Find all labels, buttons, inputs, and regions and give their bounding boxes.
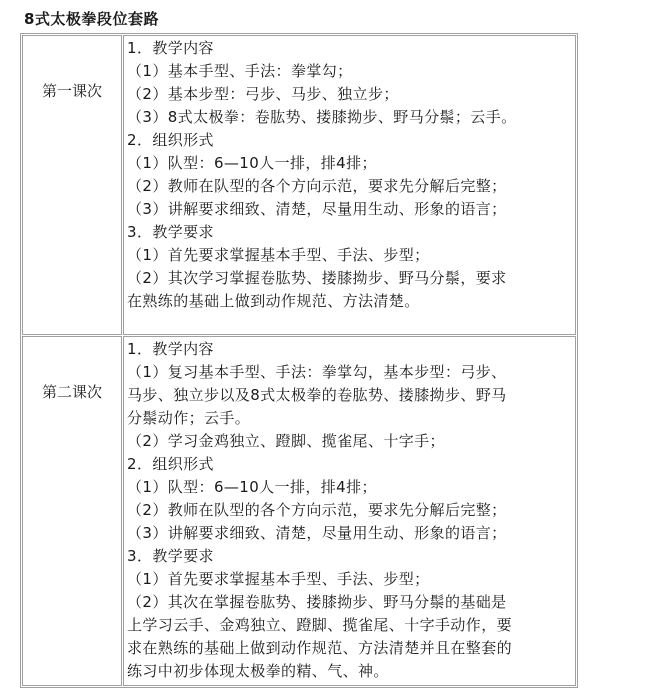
content-line: （1）首先要求掌握基本手型、手法、步型； [127, 246, 430, 264]
content-line: （1）队型：6—10人一排，排4排； [127, 478, 377, 496]
lesson-table [20, 33, 578, 688]
content-line: （3）8式太极拳：卷肱势、搂膝拗步、野马分鬃；云手。 [127, 108, 517, 126]
page-title: 8式太极拳段位套路 [24, 10, 159, 28]
section-heading: 3．教学要求 [127, 547, 214, 565]
section-heading: 3．教学要求 [127, 223, 214, 241]
content-line: 求在熟练的基础上做到动作规范、方法清楚并且在整套的 [127, 639, 513, 657]
content-line: 马步、独立步以及8式太极拳的卷肱势、搂膝拗步、野马 [127, 386, 507, 404]
content-line: （1）复习基本手型、手法：拳掌勾，基本步型：弓步、 [127, 363, 507, 381]
content-line: （2）基本步型：弓步、马步、独立步； [127, 85, 399, 103]
lesson-row [22, 35, 576, 335]
content-line: （1）首先要求掌握基本手型、手法、步型； [127, 570, 430, 588]
section-heading: 2．组织形式 [127, 131, 214, 149]
content-line: 在熟练的基础上做到动作规范、方法清楚。 [127, 292, 420, 310]
content-line: （2）其次学习掌握卷肱势、搂膝拗步、野马分鬃，要求 [127, 269, 507, 287]
content-line: （2）教师在队型的各个方向示范，要求先分解后完整； [127, 177, 507, 195]
content-line: （2）其次在掌握卷肱势、搂膝拗步、野马分鬃的基础是 [127, 593, 507, 611]
lesson-name-cell: 第二课次 [22, 336, 122, 686]
section-heading: 1．教学内容 [127, 39, 214, 57]
content-line: （1）基本手型、手法：拳掌勾； [127, 62, 353, 80]
content-line: 练习中初步体现太极拳的精、气、神。 [127, 662, 389, 680]
content-line: （3）讲解要求细致、清楚，尽量用生动、形象的语言； [127, 200, 507, 218]
section-heading: 1．教学内容 [127, 340, 214, 358]
content-line: （3）讲解要求细致、清楚，尽量用生动、形象的语言； [127, 524, 507, 542]
section-heading: 2．组织形式 [127, 455, 214, 473]
lesson-row [22, 336, 576, 686]
content-line: （2）教师在队型的各个方向示范，要求先分解后完整； [127, 501, 507, 519]
content-line: （2）学习金鸡独立、蹬脚、揽雀尾、十字手； [127, 432, 445, 450]
lesson-content-cell [123, 35, 576, 335]
lesson-name-cell: 第一课次 [22, 35, 122, 335]
content-line: 分鬃动作；云手。 [127, 409, 251, 427]
lesson-content-cell [123, 336, 576, 686]
content-line: 上学习云手、金鸡独立、蹬脚、揽雀尾、十字手动作，要 [127, 616, 513, 634]
content-line: （1）队型：6—10人一排，排4排； [127, 154, 377, 172]
